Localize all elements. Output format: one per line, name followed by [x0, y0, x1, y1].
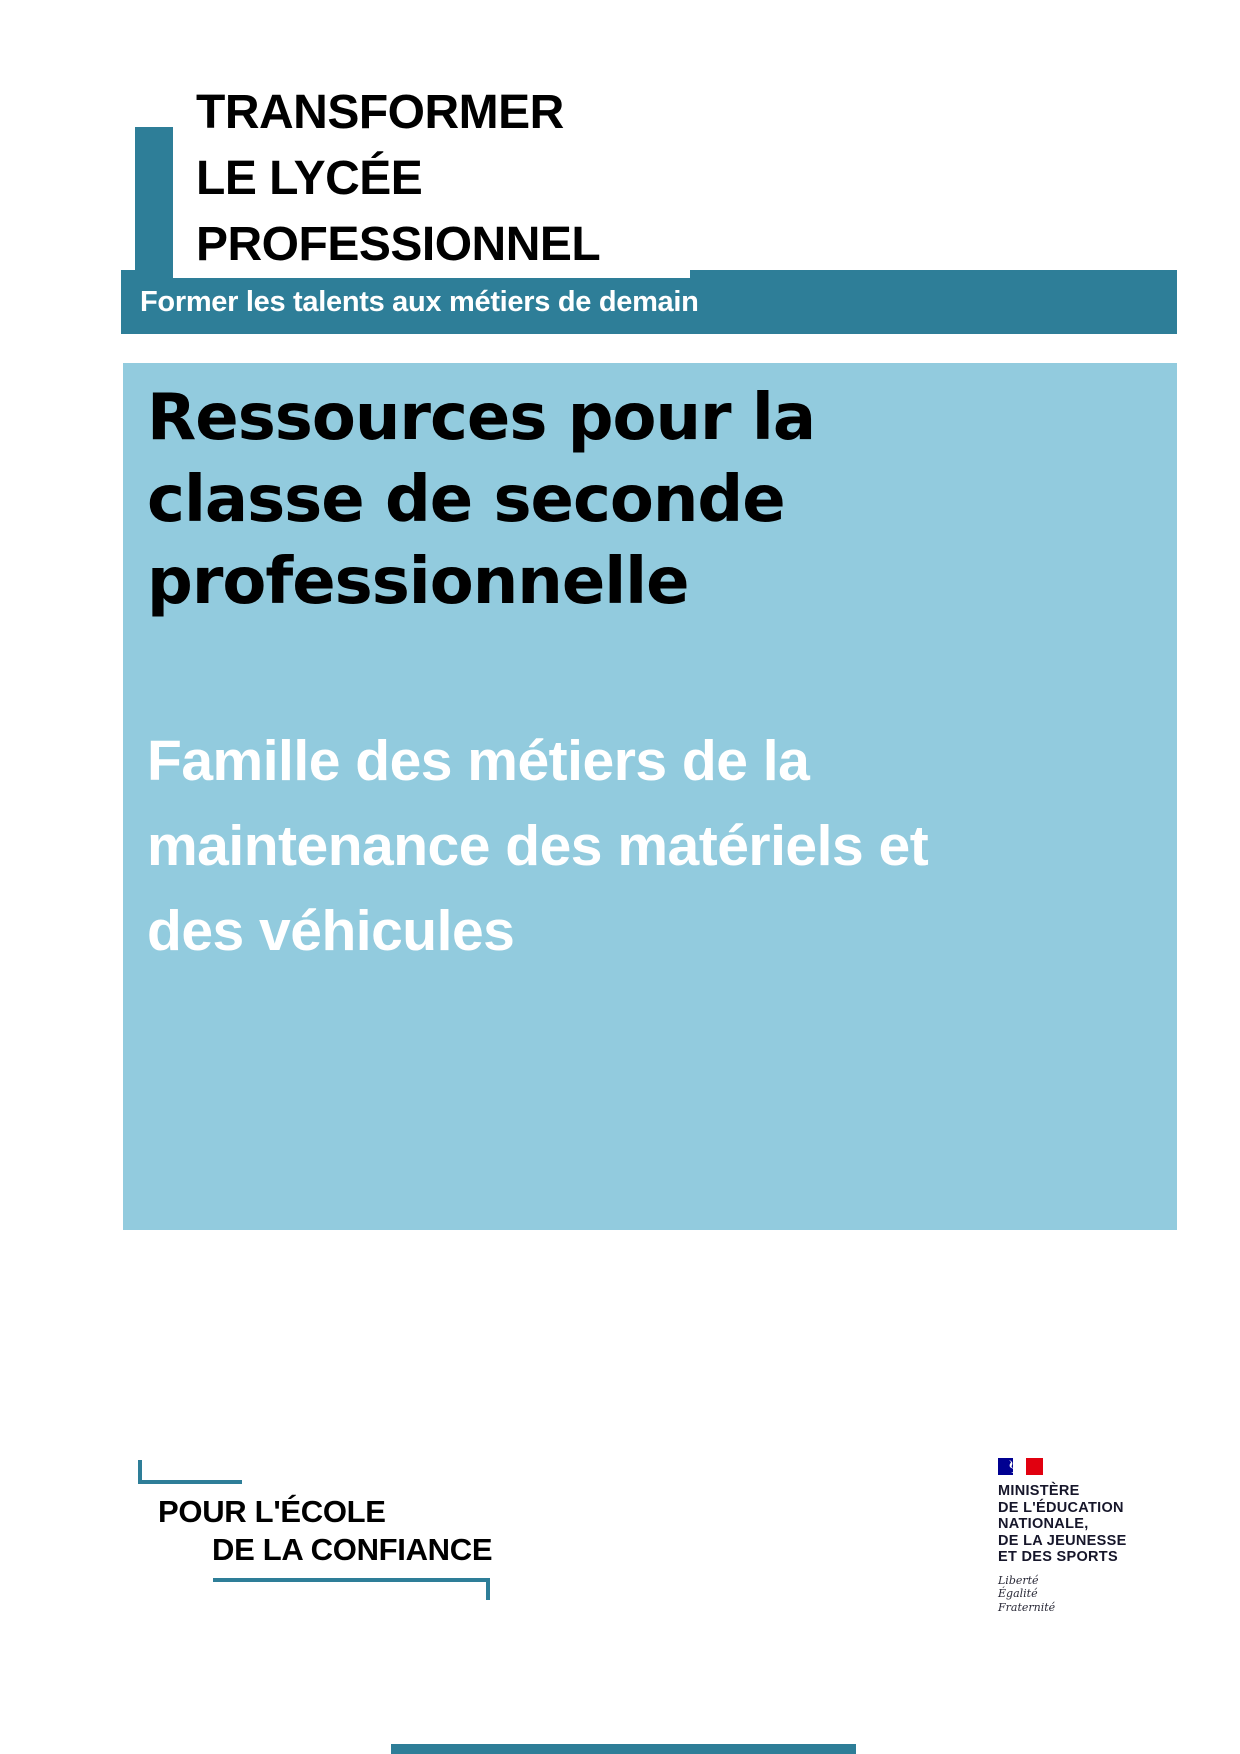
- ministry-name-line: DE L'ÉDUCATION: [998, 1499, 1124, 1516]
- ministry-name-line: DE LA JEUNESSE: [998, 1532, 1127, 1549]
- page-title-line: professionnelle: [147, 545, 689, 619]
- ecole-de-la-confiance-logo: [138, 1458, 498, 1604]
- page-title-line: Ressources pour la: [147, 381, 815, 455]
- corner-bracket-bottom-icon: [213, 1578, 490, 1600]
- masthead-title-line: PROFESSIONNEL: [196, 218, 601, 271]
- flag-white-stripe: [1013, 1458, 1026, 1475]
- ministry-name-line: ET DES SPORTS: [998, 1549, 1118, 1565]
- main-panel: [123, 363, 1177, 1230]
- page-title-line: classe de seconde: [147, 463, 785, 537]
- french-flag-icon: [998, 1458, 1043, 1475]
- ministry-name: [998, 1483, 1198, 1566]
- masthead-tagline-band: [121, 270, 1177, 334]
- devise-line: Liberté: [998, 1573, 1039, 1587]
- devise-line: Fraternité: [998, 1600, 1056, 1614]
- masthead-title-box: [173, 74, 690, 278]
- devise-line: Égalité: [998, 1587, 1038, 1600]
- ministry-name-line: NATIONALE,: [998, 1516, 1089, 1532]
- ministry-logo-block: [998, 1458, 1198, 1614]
- ministry-name-line: MINISTÈRE: [998, 1483, 1080, 1499]
- footer-accent-bar: [391, 1744, 856, 1754]
- page-subtitle-line: des véhicules: [147, 899, 515, 963]
- flag-red-stripe: [1026, 1458, 1043, 1475]
- masthead-tagline: Former les talents aux métiers de demain: [140, 285, 699, 318]
- motto-line: POUR L'ÉCOLE: [158, 1494, 386, 1529]
- masthead-title-line: TRANSFORMER: [196, 86, 564, 139]
- page-title: [147, 377, 1147, 623]
- masthead-title-line: LE LYCÉE: [196, 152, 423, 205]
- motto-line: DE LA CONFIANCE: [212, 1532, 493, 1567]
- page-subtitle-line: Famille des métiers de la: [147, 729, 810, 793]
- page-subtitle: [147, 719, 1147, 974]
- ministry-devise: [998, 1574, 1198, 1615]
- corner-bracket-top-icon: [138, 1460, 242, 1484]
- masthead-vertical-bar: [135, 127, 173, 272]
- flag-blue-stripe: [998, 1458, 1013, 1475]
- page-subtitle-line: maintenance des matériels et: [147, 814, 929, 878]
